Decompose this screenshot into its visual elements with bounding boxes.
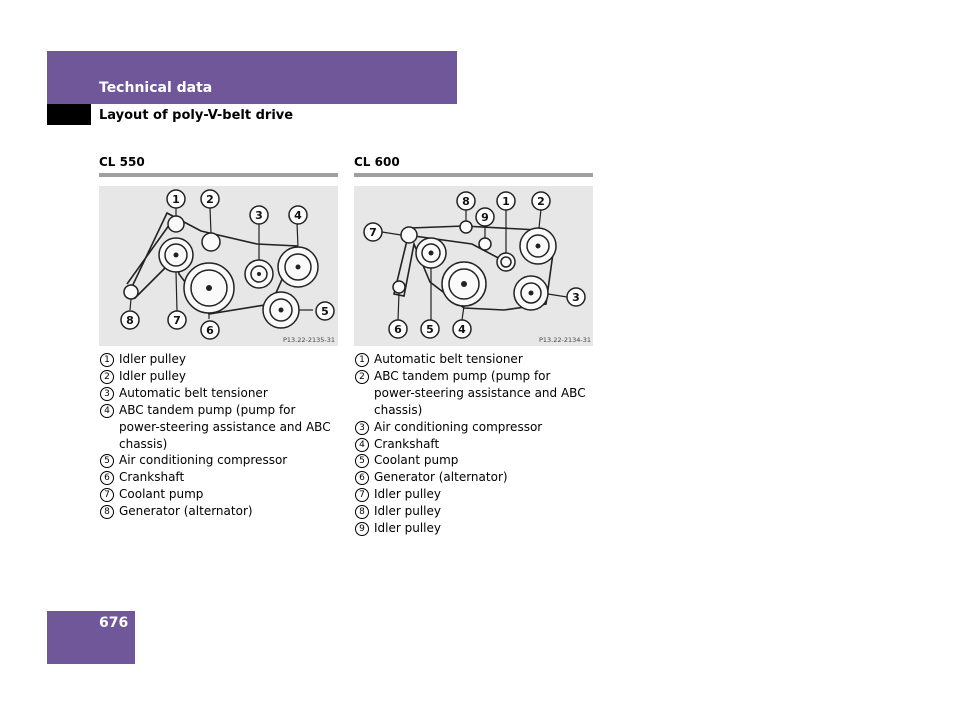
cl550-legend-item: [99, 436, 338, 453]
legend-text: power-steering assistance and ABC: [119, 419, 331, 434]
cl550-legend-item: [99, 503, 338, 520]
cl550-rule: [99, 173, 338, 177]
cl550-legend-item: [99, 452, 338, 469]
svg-text:1: 1: [502, 195, 510, 208]
cl550-legend-item: [99, 385, 338, 402]
cl550-legend-item: [99, 469, 338, 486]
cl550-legend-item: [99, 486, 338, 503]
cl550-legend-item: [99, 351, 338, 368]
cl600-legend-item: [354, 419, 593, 436]
cl600-legend-item: [354, 520, 593, 537]
legend-text: chassis): [374, 402, 423, 417]
cl550-legend-item: [99, 368, 338, 385]
legend-number-badge: 5: [100, 454, 114, 468]
cl550-legend-item: [99, 419, 338, 436]
legend-number-badge: 6: [355, 471, 369, 485]
legend-text: ABC tandem pump (pump for: [119, 402, 296, 417]
cl600-belt-diagram: [354, 186, 593, 346]
legend-text: Air conditioning compressor: [119, 453, 288, 468]
legend-number-badge: 1: [355, 353, 369, 367]
cl600-legend-item: [354, 503, 593, 520]
svg-text:3: 3: [572, 291, 580, 304]
legend-text: Idler pulley: [119, 352, 186, 366]
cl600-figure-code: P13.22-2134-31: [538, 336, 591, 344]
cl600-legend-item: [354, 436, 593, 453]
legend-text: Idler pulley: [374, 521, 441, 536]
cl550-legend-item: [99, 402, 338, 419]
legend-text: Coolant pump: [119, 487, 204, 502]
legend-text: Coolant pump: [374, 453, 459, 468]
legend-text: ABC tandem pump (pump for: [374, 368, 551, 383]
svg-text:3: 3: [255, 209, 263, 222]
legend-number-badge: 1: [100, 353, 114, 367]
svg-text:5: 5: [426, 323, 434, 336]
legend-number-badge: 7: [355, 488, 369, 502]
page-number: 676: [99, 615, 129, 631]
legend-number-badge: 9: [355, 522, 369, 536]
cl550-title: CL 550: [99, 155, 145, 169]
cl600-title: CL 600: [354, 155, 400, 169]
legend-text: Generator (alternator): [374, 470, 508, 485]
cl550-figure-code: P13.22-2135-31: [282, 336, 335, 344]
svg-text:5: 5: [321, 305, 329, 318]
legend-text: Generator (alternator): [119, 504, 253, 519]
svg-text:7: 7: [369, 226, 377, 239]
legend-text: Automatic belt tensioner: [374, 352, 523, 366]
svg-text:2: 2: [206, 193, 214, 206]
svg-text:4: 4: [294, 209, 302, 222]
header-bar: [47, 51, 457, 104]
legend-number-badge: 2: [355, 370, 369, 384]
legend-number-badge: 6: [100, 471, 114, 485]
legend-text: Crankshaft: [374, 436, 440, 451]
svg-text:4: 4: [458, 323, 466, 336]
legend-number-badge: 2: [100, 370, 114, 384]
cl600-legend-item: [354, 351, 593, 368]
svg-text:9: 9: [481, 211, 489, 224]
legend-number-badge: 4: [355, 438, 369, 452]
cl600-legend-item: [354, 368, 593, 385]
legend-text: Crankshaft: [119, 470, 185, 485]
legend-text: power-steering assistance and ABC: [374, 385, 586, 400]
svg-text:8: 8: [126, 314, 134, 327]
svg-text:2: 2: [537, 195, 545, 208]
section-title: Technical data: [99, 80, 213, 96]
legend-number-badge: 8: [355, 505, 369, 519]
cl600-legend-item: [354, 402, 593, 419]
cl600-legend: [354, 351, 593, 537]
legend-number-badge: 8: [100, 505, 114, 519]
legend-number-badge: 3: [355, 421, 369, 435]
svg-text:7: 7: [173, 314, 181, 327]
svg-text:8: 8: [462, 195, 470, 208]
legend-number-badge: 3: [100, 387, 114, 401]
svg-text:1: 1: [172, 193, 180, 206]
cl600-legend-item: [354, 469, 593, 486]
legend-text: Idler pulley: [374, 487, 441, 502]
legend-number-badge: 5: [355, 454, 369, 468]
svg-text:6: 6: [206, 324, 214, 337]
legend-number-badge: 7: [100, 488, 114, 502]
cl600-legend-item: [354, 486, 593, 503]
legend-text: Automatic belt tensioner: [119, 385, 268, 400]
cl600-legend-item: [354, 452, 593, 469]
svg-text:6: 6: [394, 323, 402, 336]
cl550-belt-diagram: [99, 186, 338, 346]
cl600-rule: [354, 173, 593, 177]
legend-text: Idler pulley: [374, 504, 441, 519]
legend-text: Air conditioning compressor: [374, 419, 543, 434]
legend-text: chassis): [119, 436, 168, 451]
legend-number-badge: 4: [100, 404, 114, 418]
cl550-legend: [99, 351, 338, 520]
cl600-legend-item: [354, 385, 593, 402]
header-marker: [47, 104, 91, 125]
legend-text: Idler pulley: [119, 368, 186, 383]
page-subtitle: Layout of poly-V-belt drive: [99, 108, 294, 123]
